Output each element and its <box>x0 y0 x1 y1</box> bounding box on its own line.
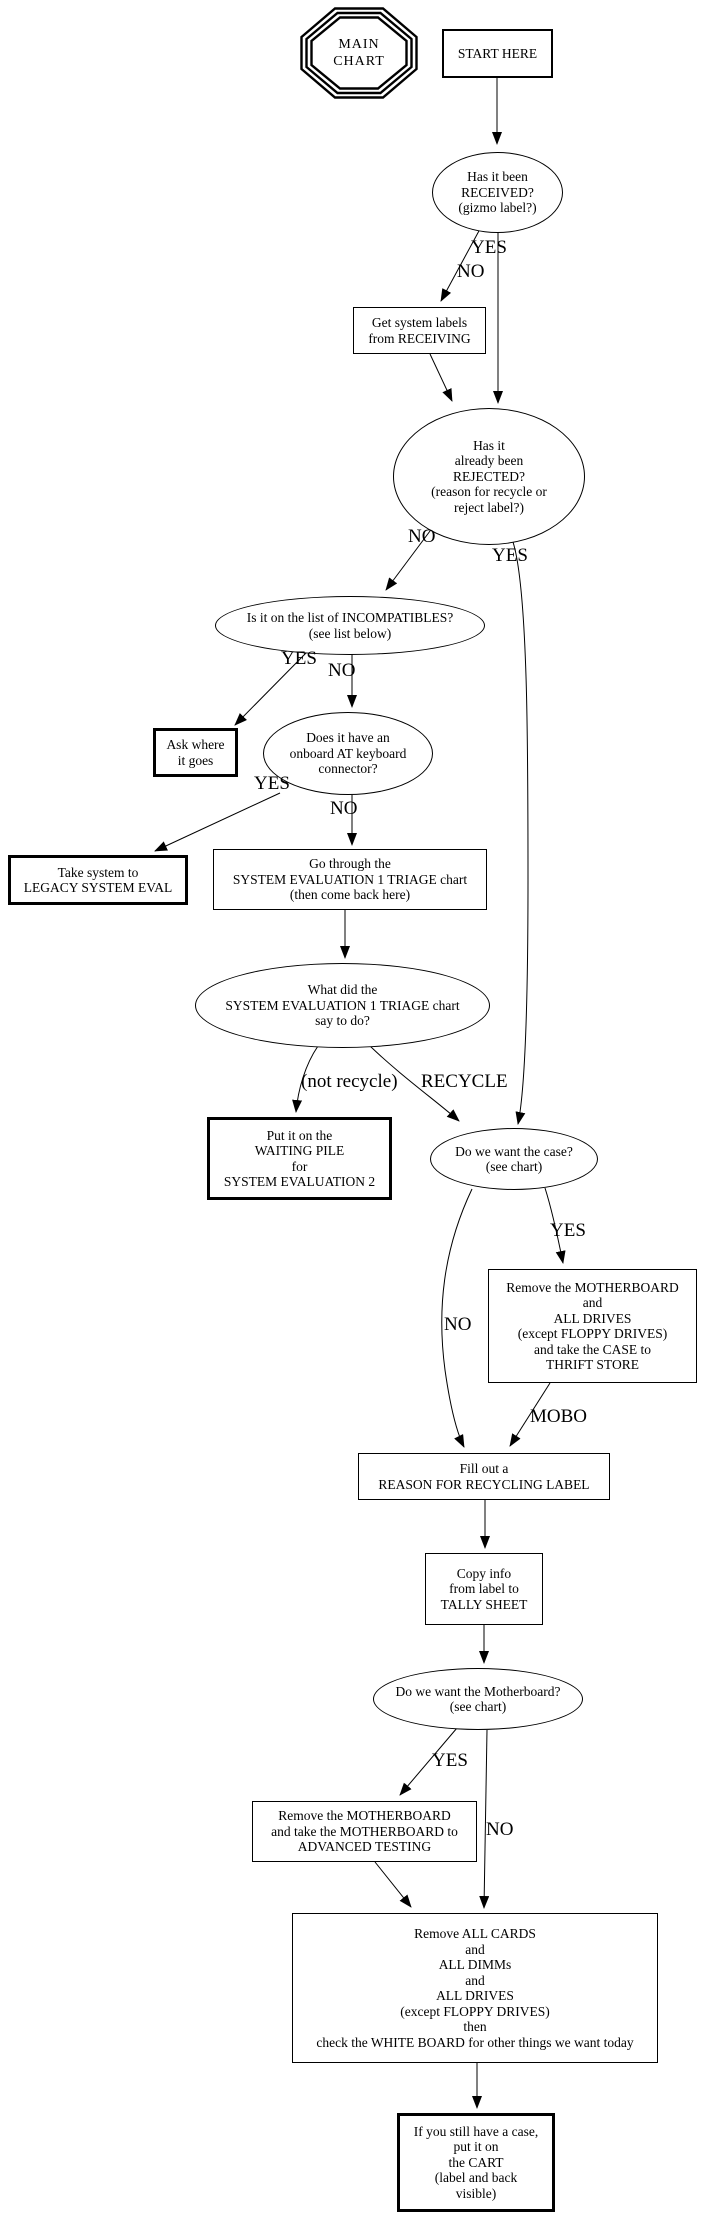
node-text-line: (then come back here) <box>289 887 411 903</box>
node-waiting-pile <box>207 1117 392 1200</box>
node-text-line: say to do? <box>315 1013 370 1029</box>
node-text-line: REASON FOR RECYCLING LABEL <box>378 1476 590 1492</box>
edge-label-atkbd-yes: YES <box>254 773 290 794</box>
node-text-line: (gizmo label?) <box>458 200 537 216</box>
node-text-line: check the WHITE BOARD for other things we want today <box>316 2034 634 2050</box>
node-text-line: (see list below) <box>308 625 392 641</box>
node-text-line: MAIN <box>338 37 380 52</box>
node-text-line: Remove ALL CARDS <box>414 1926 536 1941</box>
decision-triage-result <box>195 963 490 1048</box>
node-remove-all <box>292 1913 658 2063</box>
edge-atkbd-yes <box>155 793 280 851</box>
node-text-line: already been <box>454 453 524 469</box>
node-text-line: Take system to <box>57 864 139 880</box>
node-text-line: ALL DIMMs <box>438 1957 512 1972</box>
node-get-labels <box>353 307 486 354</box>
node-text-line: Ask where <box>166 737 225 752</box>
node-text-line: WAITING PILE <box>254 1143 345 1158</box>
node-text-line: then <box>463 2019 487 2034</box>
node-recycling-label <box>358 1453 610 1500</box>
node-text-line: and take the CASE to <box>534 1341 651 1357</box>
decision-want-motherboard <box>373 1668 583 1730</box>
node-text-line: and <box>465 1941 485 1957</box>
node-text-line: it goes <box>177 752 214 768</box>
node-text-line: onboard AT keyboard <box>289 745 407 761</box>
edge-label-wantmobo-no: NO <box>486 1819 514 1840</box>
node-text-line: (see chart) <box>449 1699 507 1714</box>
edge-rejected-yes <box>513 542 528 1124</box>
edge-label-received-yes: YES <box>471 237 507 258</box>
node-text-line: ALL DRIVES <box>436 1988 514 2003</box>
node-text-line: (except FLOPPY DRIVES) <box>517 1326 668 1341</box>
edge-removemobo-to-removeall <box>375 1862 411 1907</box>
node-text-line: from label to <box>449 1581 519 1597</box>
node-text-line: LEGACY SYSTEM EVAL <box>23 880 173 895</box>
edge-label-atkbd-no: NO <box>330 798 358 819</box>
node-text-line: (reason for recycle or <box>431 484 547 500</box>
node-text-line: Does it have an <box>306 730 390 746</box>
decision-rejected <box>393 408 585 545</box>
node-text-line: Remove the MOTHERBOARD <box>278 1808 451 1824</box>
node-remove-case <box>488 1269 697 1383</box>
node-text-line: ALL DRIVES <box>553 1310 632 1326</box>
node-text-line: Copy info <box>456 1565 512 1581</box>
node-text-line: THRIFT STORE <box>546 1357 639 1372</box>
node-text-line: CHART <box>333 54 385 69</box>
node-text-line: Do we want the Motherboard? <box>395 1683 561 1699</box>
node-text-line: Fill out a <box>459 1461 509 1476</box>
node-start-here <box>442 29 553 78</box>
edge-label-rejected-yes: YES <box>492 545 528 566</box>
edge-getlabels-to-rejected <box>430 354 452 401</box>
edge-label-case-yes: YES <box>550 1220 586 1241</box>
node-ask-where <box>153 728 238 777</box>
node-text-line: Has it been <box>467 169 528 185</box>
node-text-line: from RECEIVING <box>368 330 471 346</box>
node-triage-chart <box>213 849 487 910</box>
node-text-line: and <box>465 1972 485 1988</box>
edge-label-incompat-no: NO <box>328 660 356 681</box>
decision-incompatibles <box>215 596 485 655</box>
node-main-chart <box>300 7 418 99</box>
node-text-line: SYSTEM EVALUATION 1 TRIAGE chart <box>232 871 468 887</box>
node-text-line: Do we want the case? <box>455 1143 573 1159</box>
edge-label-case-no: NO <box>444 1314 472 1335</box>
node-text-line: What did the <box>307 982 378 998</box>
node-text-line: Has it <box>473 437 505 453</box>
node-text-line: Get system labels <box>371 315 468 330</box>
node-text-line: SYSTEM EVALUATION 1 TRIAGE chart <box>225 997 460 1013</box>
node-text-line: Is it on the list of INCOMPATIBLES? <box>246 610 454 625</box>
node-text-line: visible) <box>455 2185 497 2201</box>
node-cart <box>397 2113 555 2212</box>
decision-received <box>432 152 563 233</box>
node-text-line: for <box>291 1158 308 1174</box>
node-text-line: put it on <box>453 2139 499 2155</box>
node-text-line: Put it on the <box>266 1127 333 1143</box>
node-tally-sheet <box>425 1553 543 1625</box>
node-text-line: (except FLOPPY DRIVES) <box>400 2003 550 2019</box>
edge-label-mobo: MOBO <box>530 1406 588 1427</box>
node-text-line: Remove the MOTHERBOARD <box>506 1279 679 1295</box>
node-text-line: REJECTED? <box>453 468 525 484</box>
node-text-line: Go through the <box>309 856 391 872</box>
node-text-line: TALLY SHEET <box>440 1596 528 1612</box>
node-text-line: If you still have a case, <box>413 2123 539 2139</box>
node-text-line: START HERE <box>457 45 538 61</box>
edge-label-rejected-no: NO <box>408 526 436 547</box>
edge-label-wantmobo-yes: YES <box>432 1750 468 1771</box>
node-text-line: RECEIVED? <box>461 184 534 200</box>
edge-label-recycle: RECYCLE <box>421 1071 508 1092</box>
main-chart-label <box>300 7 418 99</box>
decision-want-case <box>430 1128 598 1190</box>
node-text-line: reject label?) <box>453 499 525 515</box>
node-text-line: the CART <box>448 2154 504 2170</box>
node-text-line: (see chart) <box>485 1159 543 1174</box>
edge-label-not-recycle: (not recycle) <box>301 1071 398 1092</box>
edge-label-received-no: NO <box>457 261 485 282</box>
node-text-line: and take the MOTHERBOARD to <box>271 1823 458 1839</box>
node-text-line: connector? <box>318 761 378 777</box>
node-advanced-testing <box>252 1801 477 1862</box>
node-legacy-eval <box>8 855 188 905</box>
node-text-line: SYSTEM EVALUATION 2 <box>223 1174 376 1189</box>
node-text-line: ADVANCED TESTING <box>297 1839 432 1855</box>
edge-label-incompat-yes: YES <box>281 648 317 669</box>
node-text-line: (label and back <box>434 2170 518 2186</box>
node-text-line: and <box>582 1295 603 1310</box>
